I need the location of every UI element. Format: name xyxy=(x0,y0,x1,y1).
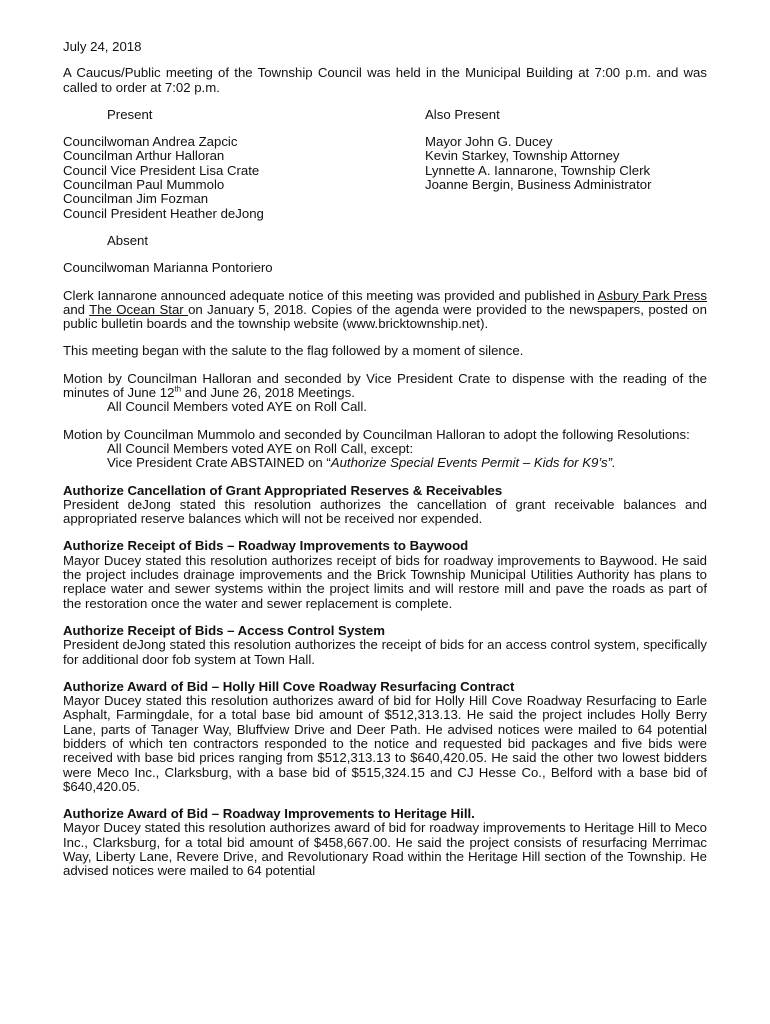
abstain-note xyxy=(63,456,707,470)
resolution-body: Mayor Ducey stated this resolution authorizes award of bid for roadway improvements to Heritage Hill to Meco Inc., Clarksburg, for a total bid amount of $458,667.00. He said the project consists of resurfacing Merrimac Way, Liberty Lane, Revere Drive, and Revolutionary Road within the Heritage Hill section of the Township. He advised notices were mailed to 64 potential xyxy=(63,820,707,879)
resolution-section xyxy=(63,484,707,527)
present-member: Councilman Jim Fozman xyxy=(63,191,209,207)
abstain-title: Authorize Special Events Permit – Kids for K9’s”. xyxy=(330,455,616,471)
present-member: Councilwoman Andrea Zapcic xyxy=(63,134,238,150)
also-present-member: Lynnette A. Iannarone, Township Clerk xyxy=(425,162,651,178)
motion-minutes-text xyxy=(63,372,707,401)
present-member: Council Vice President Lisa Crate xyxy=(63,162,260,178)
document-page xyxy=(63,40,707,892)
abstain-text: Vice President Crate ABSTAINED on “ xyxy=(107,455,331,471)
absent-member: Councilwoman Marianna Pontoriero xyxy=(63,260,273,276)
present-member: Councilman Arthur Halloran xyxy=(63,148,225,164)
resolution-title: Authorize Award of Bid – Holly Hill Cove Roadway Resurfacing Contract xyxy=(63,678,515,694)
notice-text: on January 5, 2018. Copies of the agenda were provided to the newspapers, posted on public bulletin boards and the township website (www.bricktownship.net). xyxy=(63,301,707,332)
resolution-body: Mayor Ducey stated this resolution authorizes award of bid for Holly Hill Cove Roadway Resurfacing to Earle Asphalt, Farmingdale, for a total base bid amount of $512,313.13. He said the project includes Holly Berry Lane, parts of Tanager Way, Bluffview Drive and Deer Path. He advised notices were mailed to 64 potential bidders of which ten contractors responded to the notice and requested bid packages and five bids were received with base bid prices ranging from $512,313.13 to $640,420.05. He said the other two lowest bidders were Meco Inc., Clarksburg, with a base bid of $515,324.15 and CJ Hesse Co., Belford with a base bid of $640,420.05. xyxy=(63,693,707,794)
also-present-member: Mayor John G. Ducey xyxy=(425,134,553,150)
resolution-title: Authorize Receipt of Bids – Access Control System xyxy=(63,622,385,638)
resolution-section xyxy=(63,680,707,794)
notice-text: Clerk Iannarone announced adequate notice of this meeting was provided and published in xyxy=(63,287,598,303)
motion-text: and June 26, 2018 Meetings. xyxy=(181,385,355,401)
also-present-column xyxy=(425,108,707,221)
notice-paragraph xyxy=(63,289,707,332)
motion-minutes xyxy=(63,372,707,415)
present-heading: Present xyxy=(107,106,153,122)
present-member: Council President Heather deJong xyxy=(63,205,264,221)
present-member: Councilman Paul Mummolo xyxy=(63,177,225,193)
resolution-section xyxy=(63,624,707,667)
motion-text: Motion by Councilman Halloran and seconded by Vice President Crate to dispense with the reading of the minutes of June 12 xyxy=(63,370,707,401)
resolution-title: Authorize Cancellation of Grant Appropriated Reserves & Receivables xyxy=(63,482,503,498)
resolution-body: President deJong stated this resolution authorizes the cancellation of grant receivable balances and appropriated reserve balances which will not be received nor expended. xyxy=(63,496,707,527)
motion-resolutions-text: Motion by Councilman Mummolo and seconded by Councilman Halloran to adopt the following Resolutions: xyxy=(63,426,690,442)
attendance-block xyxy=(63,108,707,221)
resolution-section xyxy=(63,807,707,878)
also-present-member: Joanne Bergin, Business Administrator xyxy=(425,177,652,193)
resolution-body: President deJong stated this resolution authorizes the receipt of bids for an access control system, specifically for additional door fob system at Town Hall. xyxy=(63,637,707,667)
resolution-title: Authorize Receipt of Bids – Roadway Improvements to Baywood xyxy=(63,538,469,554)
resolution-body: Mayor Ducey stated this resolution authorizes receipt of bids for roadway improvements to Baywood. He said the project includes drainage improvements and the Brick Township Municipal Utilities Authority has plans to replace water and sewer systems within the project limits and will restore mill and pave the roads as part of the restoration once the water and sewer replacement is complete. xyxy=(63,552,707,611)
present-column xyxy=(63,108,425,221)
newspaper-asbury: Asbury Park Press xyxy=(597,287,707,303)
absent-heading: Absent xyxy=(107,232,149,248)
notice-text: and xyxy=(63,301,90,317)
motion-resolutions-vote: All Council Members voted AYE on Roll Call, except: xyxy=(107,440,414,456)
motion-minutes-vote: All Council Members voted AYE on Roll Call. xyxy=(107,399,367,415)
resolution-title: Authorize Award of Bid – Roadway Improvements to Heritage Hill. xyxy=(63,806,475,822)
motion-resolutions xyxy=(63,428,707,471)
newspaper-ocean-star: The Ocean Star xyxy=(89,301,189,317)
superscript: th xyxy=(174,384,182,394)
intro-paragraph: A Caucus/Public meeting of the Township Council was held in the Municipal Building at 7:00 p.m. and was called to order at 7:02 p.m. xyxy=(63,65,707,95)
salute-paragraph: This meeting began with the salute to the flag followed by a moment of silence. xyxy=(63,343,524,359)
also-present-member: Kevin Starkey, Township Attorney xyxy=(425,148,620,164)
also-present-heading: Also Present xyxy=(425,106,500,122)
resolution-section xyxy=(63,539,707,610)
meeting-date: July 24, 2018 xyxy=(63,39,142,54)
